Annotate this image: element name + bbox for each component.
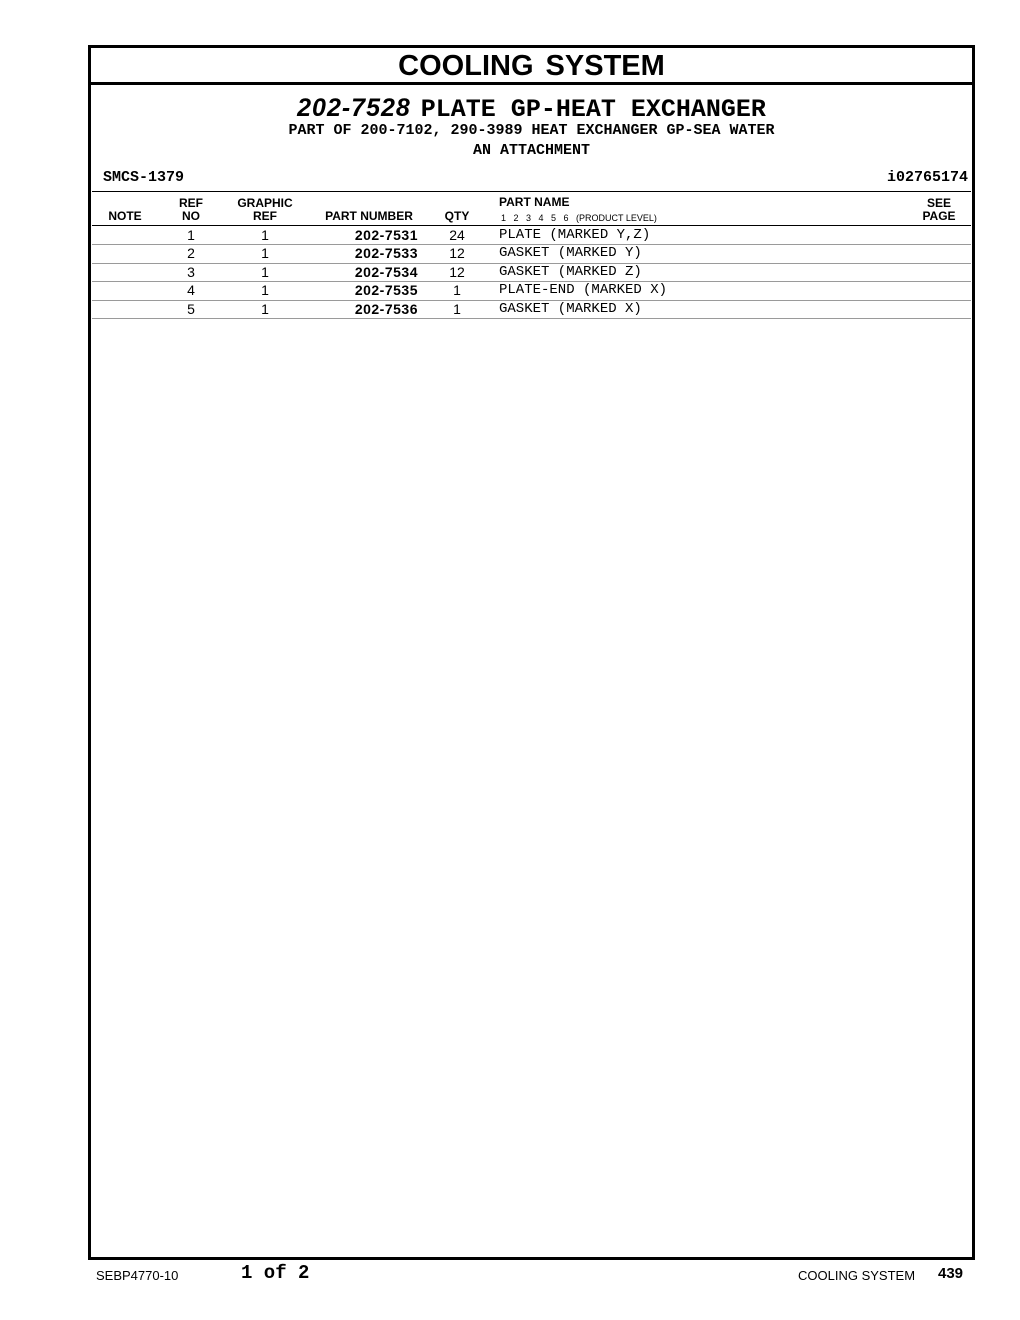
ref-no-cell: 1 bbox=[187, 227, 195, 243]
part-name-cell: PLATE (MARKED Y,Z) bbox=[499, 227, 651, 243]
part-name-cell: GASKET (MARKED X) bbox=[499, 300, 642, 317]
col-note: NOTE bbox=[108, 209, 142, 223]
col-product-levels: 1 2 3 4 5 6 (PRODUCT LEVEL) bbox=[501, 213, 657, 223]
graphic-ref-cell: 1 bbox=[261, 227, 269, 243]
smcs-code: SMCS-1379 bbox=[103, 169, 185, 186]
part-number-cell: 202-7533 bbox=[354, 245, 418, 262]
ref-no-cell: 4 bbox=[187, 282, 195, 299]
qty-cell: 1 bbox=[453, 300, 461, 317]
col-part-name: PART NAME bbox=[499, 195, 570, 209]
ref-no-cell: 2 bbox=[187, 245, 195, 262]
col-qty: QTY bbox=[444, 209, 470, 223]
col-ref-top: REF bbox=[179, 196, 203, 210]
col-see-top: SEE bbox=[926, 196, 951, 210]
col-ref-bottom: NO bbox=[182, 209, 200, 223]
graphic-ref-cell: 1 bbox=[261, 245, 269, 262]
page-frame bbox=[88, 45, 975, 1260]
part-name-cell: PLATE-END (MARKED X) bbox=[499, 282, 668, 299]
row-divider bbox=[92, 318, 971, 319]
footer-page-of: 1 of 2 bbox=[241, 1262, 310, 1284]
footer-section: COOLING SYSTEM bbox=[798, 1268, 916, 1283]
col-see-bottom: PAGE bbox=[922, 209, 956, 223]
col-graphic-bottom: REF bbox=[253, 209, 277, 223]
ref-no-cell: 3 bbox=[187, 263, 195, 280]
graphic-ref-cell: 1 bbox=[261, 282, 269, 299]
part-number-cell: 202-7534 bbox=[354, 263, 418, 280]
table-row bbox=[91, 281, 972, 299]
col-graphic-top: GRAPHIC bbox=[237, 196, 293, 210]
group-name: PLATE GP-HEAT EXCHANGER bbox=[420, 95, 766, 124]
attachment-line: AN ATTACHMENT bbox=[472, 142, 591, 159]
graphic-ref-cell: 1 bbox=[261, 263, 269, 280]
section-title: COOLING SYSTEM bbox=[91, 48, 972, 85]
footer-page-number: 439 bbox=[938, 1265, 964, 1282]
part-number-cell: 202-7536 bbox=[354, 300, 418, 317]
qty-cell: 12 bbox=[449, 263, 465, 280]
table-row bbox=[91, 300, 972, 318]
qty-cell: 12 bbox=[449, 245, 465, 262]
graphic-ref-cell: 1 bbox=[261, 300, 269, 317]
group-part-number: 202-7528 bbox=[297, 94, 411, 122]
qty-cell: 1 bbox=[453, 282, 461, 299]
part-name-cell: GASKET (MARKED Z) bbox=[499, 263, 642, 280]
footer-doc-id: SEBP4770-10 bbox=[96, 1268, 179, 1283]
group-title bbox=[91, 94, 972, 124]
part-of-line: PART OF 200-7102, 290-3989 HEAT EXCHANGER GP-SEA WATER bbox=[288, 122, 775, 139]
part-number-cell: 202-7531 bbox=[354, 227, 418, 243]
qty-cell: 24 bbox=[449, 227, 465, 243]
table-row bbox=[91, 244, 972, 262]
col-part-number: PART NUMBER bbox=[325, 209, 413, 223]
table-row bbox=[91, 226, 972, 244]
ref-no-cell: 5 bbox=[187, 300, 195, 317]
table-row bbox=[91, 263, 972, 281]
illustration-id: i02765174 bbox=[886, 169, 968, 186]
header-top-rule bbox=[92, 191, 971, 192]
part-name-cell: GASKET (MARKED Y) bbox=[499, 245, 642, 262]
part-number-cell: 202-7535 bbox=[354, 282, 418, 299]
